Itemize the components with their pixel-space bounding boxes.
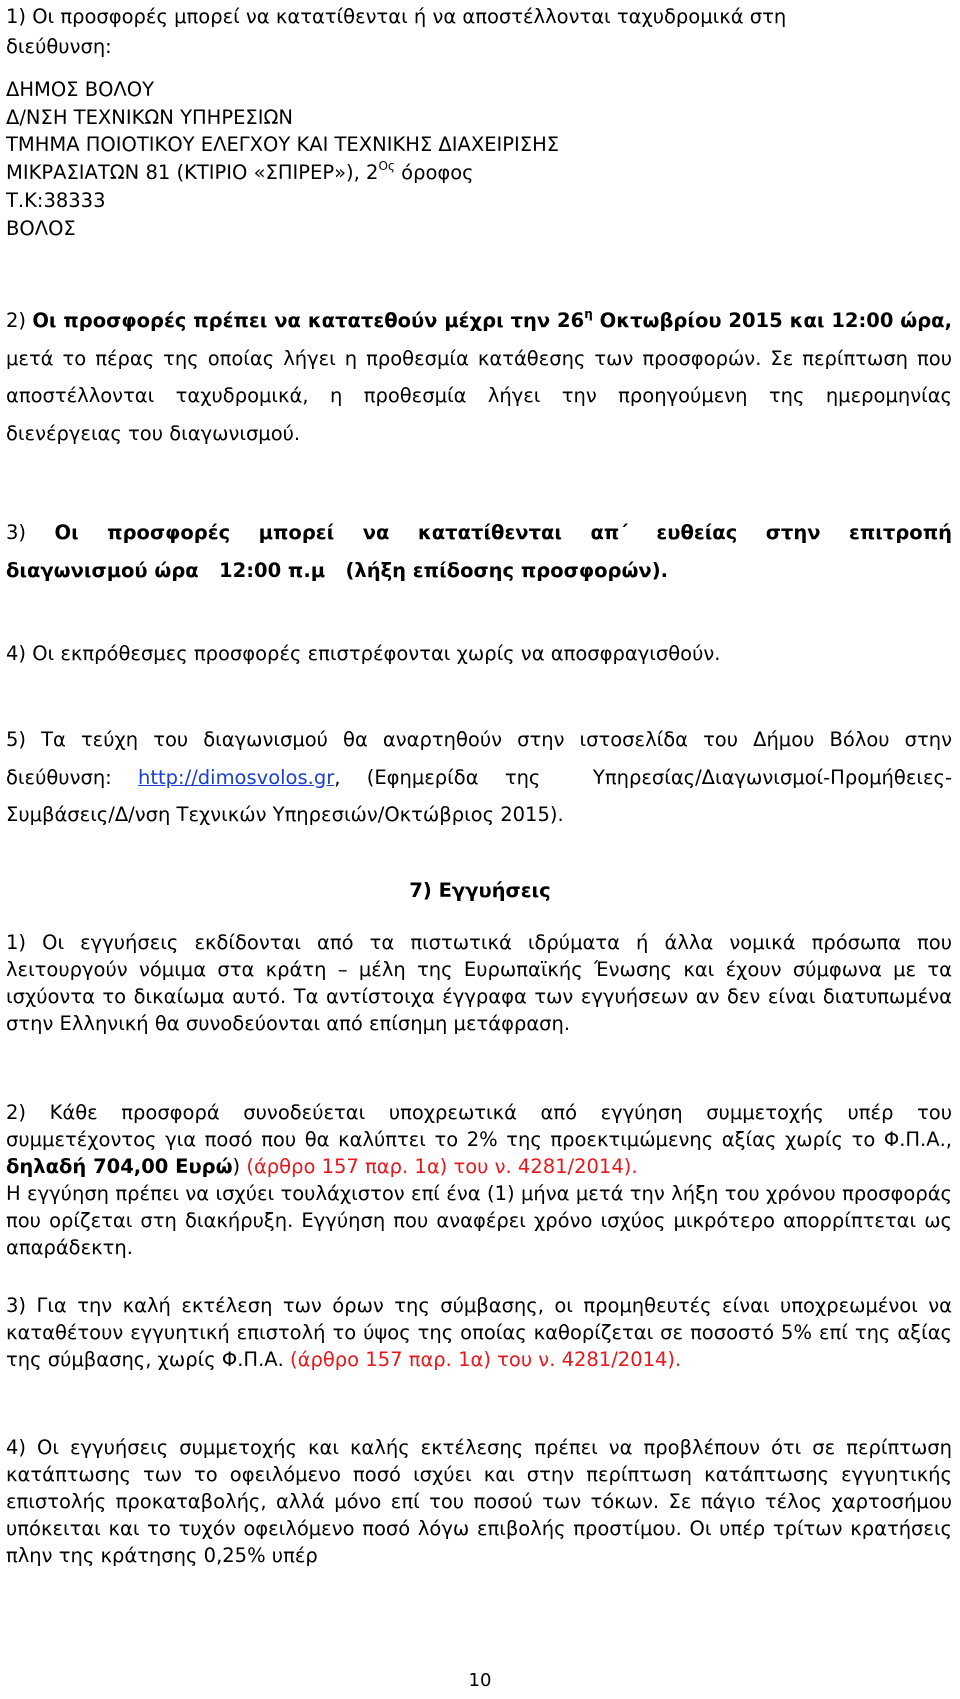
paragraph-3-line2: διαγωνισμού ώρα 12:00 π.μ (λήξη επίδοσης προσφορών). xyxy=(6,558,669,582)
address-line: Δ/ΝΣΗ ΤΕΧΝΙΚΩΝ ΥΠΗΡΕΣΙΩΝ xyxy=(6,105,293,129)
paragraph-3-line1: 3) Οι προσφορές μπορεί να κατατίθενται απ΄ ευθείας στην επιτροπή xyxy=(6,521,952,544)
guarantee-paragraph-2: 2) Κάθε προσφορά συνοδεύεται υποχρεωτικά από εγγύηση συμμετοχής υπέρ του συμμετέχοντος για ποσό που θα καλύπτει το 2% της προεκτιμώμενης αξίας χωρίς το Φ.Π.Α., δηλαδή 704,00 Ευρώ) (άρθρο 157 παρ. 1α) του ν. 4281/2014). Η εγγύηση πρέπει να ισχύει τουλάχιστον επί ένα (1) μήνα μετά την λήξη του χρόνου προσφοράς που ορίζεται στη διακήρυξη. Εγγύηση που αναφέρει χρόνο ισχύος μικρότερο απορρίπτεται ως απαράδεκτη. xyxy=(6,1101,952,1259)
address-city: ΒΟΛΟΣ xyxy=(6,216,76,240)
address-line: ΤΜΗΜΑ ΠΟΙΟΤΙΚΟΥ ΕΛΕΓΧΟΥ ΚΑΙ ΤΕΧΝΙΚΗΣ ΔΙΑΧΕΙΡΙΣΗΣ xyxy=(6,133,560,157)
address-line: ΔΗΜΟΣ ΒΟΛΟΥ xyxy=(6,78,155,101)
paragraph-1-line1: 1) Οι προσφορές μπορεί να κατατίθενται ή να αποστέλλονται ταχυδρομικά στη xyxy=(6,5,787,28)
paragraph-2: 2) Οι προσφορές πρέπει να κατατεθούν μέχρι την $26^\eta$ Οκτωβρίου 2015 και 12:00 ώρα, μετά το πέρας της οποίας λήγει η προθεσμία κατάθεσης των προσφορών. Σε περίπτωση που αποστέλλονται ταχυδρομικά, η προθεσμία λήγει την προηγούμενη της ημερομηνίας διενέργειας του διαγωνισμού. xyxy=(6,307,952,445)
paragraph-4: 4) Οι εκπρόθεσμες προσφορές επιστρέφονται χωρίς να αποσφραγισθούν. xyxy=(6,642,721,665)
paragraph-1 xyxy=(6,2,952,62)
address-block xyxy=(6,76,952,242)
page-number: 10 xyxy=(468,1670,492,1691)
paragraph-3 xyxy=(6,514,952,589)
address-postcode: Τ.Κ:38333 xyxy=(6,188,106,212)
law-reference: (άρθρο 157 παρ. 1α) του ν. 4281/2014). xyxy=(290,1347,682,1371)
paragraph-1-line2: διεύθυνση: xyxy=(6,35,112,58)
section-heading-guarantees: 7) Εγγυήσεις xyxy=(409,879,551,902)
address-street: ΜΙΚΡΑΣΙΑΤΩΝ 81 (ΚΤΙΡΙΟ «ΣΠΙΡΕΡ»), $2^{O\varsigma}$ όροφος xyxy=(6,159,474,185)
guarantee-paragraph-4: 4) Οι εγγυήσεις συμμετοχής και καλής εκτέλεσης πρέπει να προβλέπουν ότι σε περίπτωση κατάπτωσης των το οφειλόμενο ποσό ισχύει και στην περίπτωση κατάπτωσης εγγυητικής επιστολής προκαταβολής, αλλά μόνο επί του ποσού των τόκων. Σε πάγιο τέλος χαρτοσήμου υπόκειται και το τυχόν οφειλόμενο ποσό λόγω επιβολής προστίμου. Οι υπέρ τρίτων κρατήσεις πλην της κράτησης 0,25% υπέρ xyxy=(6,1436,952,1567)
guarantee-paragraph-1: 1) Οι εγγυήσεις εκδίδονται από τα πιστωτικά ιδρύματα ή άλλα νομικά πρόσωπα που λειτουργούν νόμιμα στα κράτη – μέλη της Ευρωπαϊκής Ένωσης και έχουν σύμφωνα με τα ισχύοντα το δικαίωμα αυτό. Τα αντίστοιχα έγγραφα των εγγυήσεων αν δεν είναι διατυπωμένα στην Ελληνική θα συνοδεύονται από επίσημη μετάφραση. xyxy=(6,931,952,1035)
law-reference: (άρθρο 157 παρ. 1α) του ν. 4281/2014). xyxy=(246,1154,638,1178)
dimosvolos-link[interactable]: http://dimosvolos.gr xyxy=(138,765,335,789)
guarantee-paragraph-3: 3) Για την καλή εκτέλεση των όρων της σύμβασης, οι προμηθευτές είναι υποχρεωμένοι να καταθέτουν εγγυητική επιστολή το ύψος της οποίας καθορίζεται σε ποσοστό 5% επί της αξίας της σύμβασης, χωρίς Φ.Π.Α. (άρθρο 157 παρ. 1α) του ν. 4281/2014). xyxy=(6,1294,952,1371)
paragraph-5: 5) Τα τεύχη του διαγωνισμού θα αναρτηθούν στην ιστοσελίδα του Δήμου Βόλου στην διεύθυνση: http://dimosvolos.gr, (Εφημερίδα της Υπηρεσίας/Διαγωνισμοί-Προμήθειες-Συμβάσεις/Δ/νση Τεχνικών Υπηρεσιών/Οκτώβριος 2015). xyxy=(6,728,959,826)
